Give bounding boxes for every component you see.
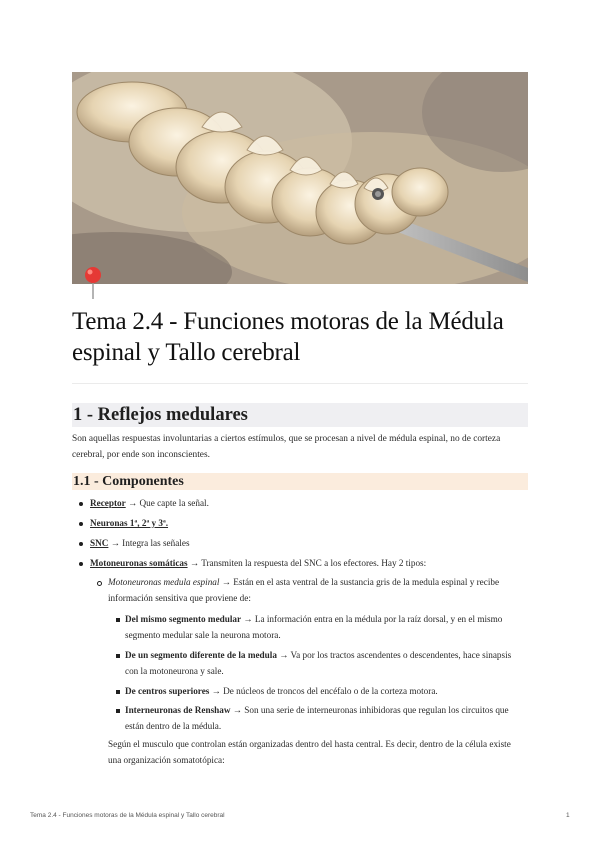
bullet-icon [79, 522, 83, 526]
footer-title: Tema 2.4 - Funciones motoras de la Médula espinal y Tallo cerebral [30, 812, 225, 819]
list-item: Motoneuronas medula espinal → Están en el asta ventral de la sustancia gris de la medula espinal y recibe información sensitiva que proviene de: [108, 577, 500, 603]
section-heading-1: 1 - Reflejos medulares [72, 403, 528, 427]
closing-paragraph: Según el musculo que controlan están organizadas dentro del hasta central. Es decir, dentro de la célula existe una organización somatotópica: [108, 739, 511, 765]
page-number: 1 [566, 812, 570, 819]
bullet-icon [116, 709, 120, 713]
list-item: Interneuronas de Renshaw → Son una serie de interneuronas inhibidoras que regulan los circuitos que están dentro de la médula. [125, 705, 509, 731]
section-heading-1-1: 1.1 - Componentes [72, 473, 528, 490]
list-item: De un segmento diferente de la medula → Va por los tractos ascendentes o descendentes, hace sinapsis con la motoneurona y sale. [125, 650, 512, 676]
page-title: Tema 2.4 - Funciones motoras de la Médula espinal y Tallo cerebral [72, 308, 504, 366]
cover-image [72, 72, 528, 284]
bullet-icon [97, 581, 102, 586]
list-item: Receptor → Que capte la señal. [90, 498, 209, 508]
bullet-icon [116, 690, 120, 694]
spine-photo-icon [72, 72, 528, 284]
bullet-icon [79, 502, 83, 506]
list-item: Motoneuronas somáticas → Transmiten la respuesta del SNC a los efectores. Hay 2 tipos: [90, 558, 427, 568]
list-item: Neuronas 1ª, 2ª y 3ª. [90, 518, 169, 528]
section-intro: Son aquellas respuestas involuntarias a ciertos estímulos, que se procesan a nivel de médula espinal, no de corteza cerebral, por ende son inconscientes. [72, 434, 501, 460]
bullet-icon [79, 542, 83, 546]
divider [72, 383, 528, 384]
list-item: Del mismo segmento medular → La información entra en la médula por la raíz dorsal, y en el mismo segmento medular sale la neurona motora. [125, 614, 503, 640]
list-item: De centros superiores → De núcleos de troncos del encéfalo o de la corteza motora. [125, 686, 438, 696]
bullet-icon [116, 618, 120, 622]
pushpin-icon [82, 266, 104, 300]
bullet-icon [116, 654, 120, 658]
list-item: SNC → Integra las señales [90, 538, 190, 548]
bullet-icon [79, 562, 83, 566]
